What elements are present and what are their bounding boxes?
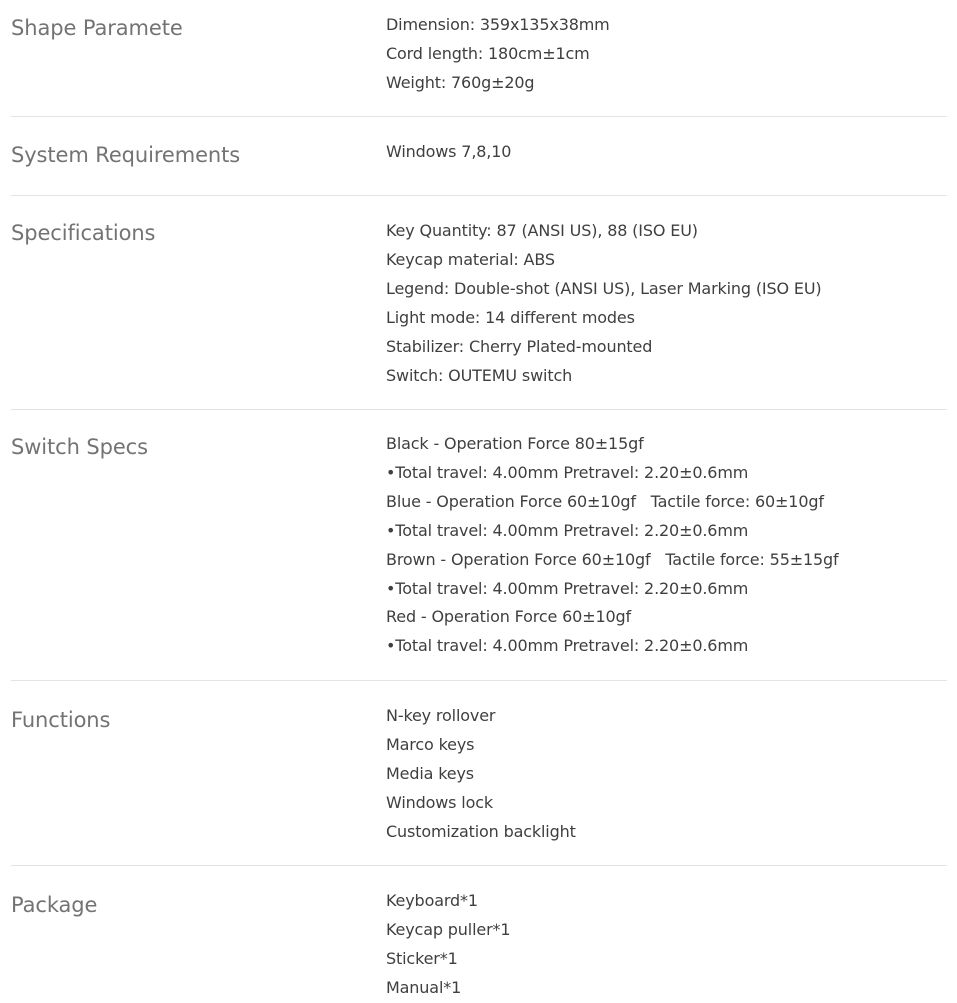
spec-value: Customization backlight: [386, 821, 576, 841]
spec-value: •Total travel: 4.00mm Pretravel: 2.20±0.6mm: [386, 578, 749, 598]
spec-value: Windows 7,8,10: [386, 142, 512, 161]
spec-value: Red - Operation Force 60±10gf: [386, 607, 631, 627]
spec-value: N-key rollover: [386, 706, 496, 725]
spec-value: Manual*1: [386, 977, 462, 997]
spec-value: Key Quantity: 87 (ANSI US), 88 (ISO EU): [386, 221, 698, 240]
spec-value: Cord length: 180cm±1cm: [386, 43, 590, 63]
spec-value: Windows lock: [386, 792, 494, 812]
spec-row-shape-parameters: [11, 0, 947, 117]
spec-value: •Total travel: 4.00mm Pretravel: 2.20±0.6mm: [386, 520, 749, 540]
spec-values: [386, 138, 511, 167]
spec-value: Black - Operation Force 80±15gf: [386, 434, 644, 453]
spec-row-functions: [11, 681, 947, 866]
spec-value: Keycap material: ABS: [386, 249, 555, 269]
spec-value: Keyboard*1: [386, 891, 478, 910]
spec-table: [11, 0, 947, 1001]
spec-values: [386, 887, 510, 1003]
spec-value: Brown - Operation Force 60±10gf Tactile force: 55±15gf: [386, 549, 839, 569]
spec-label: Functions: [11, 708, 111, 732]
spec-value: Media keys: [386, 763, 474, 783]
spec-value: Blue - Operation Force 60±10gf Tactile force: 60±10gf: [386, 491, 824, 511]
spec-values: [386, 11, 610, 98]
spec-value: Weight: 760g±20g: [386, 72, 535, 92]
spec-value: Stabilizer: Cherry Plated-mounted: [386, 336, 653, 356]
spec-value: Switch: OUTEMU switch: [386, 365, 573, 385]
spec-values: [386, 702, 576, 847]
spec-value: Keycap puller*1: [386, 919, 511, 939]
spec-value: Legend: Double-shot (ANSI US), Laser Marking (ISO EU): [386, 278, 822, 298]
spec-row-system-requirements: [11, 117, 947, 196]
spec-row-specifications: [11, 196, 947, 410]
spec-value: Light mode: 14 different modes: [386, 307, 635, 327]
spec-value: •Total travel: 4.00mm Pretravel: 2.20±0.6mm: [386, 462, 749, 482]
spec-values: [386, 217, 822, 390]
spec-label: Package: [11, 893, 98, 917]
spec-value: •Total travel: 4.00mm Pretravel: 2.20±0.6mm: [386, 636, 749, 656]
spec-values: [386, 430, 839, 661]
spec-value: Sticker*1: [386, 948, 458, 968]
spec-label: Specifications: [11, 221, 156, 245]
spec-label: System Requirements: [11, 143, 241, 167]
spec-label: Shape Paramete: [11, 16, 183, 40]
spec-value: Dimension: 359x135x38mm: [386, 15, 610, 34]
spec-row-switch-specs: [11, 410, 947, 681]
spec-row-package: [11, 866, 947, 1001]
spec-label: Switch Specs: [11, 435, 148, 459]
spec-value: Marco keys: [386, 734, 475, 754]
